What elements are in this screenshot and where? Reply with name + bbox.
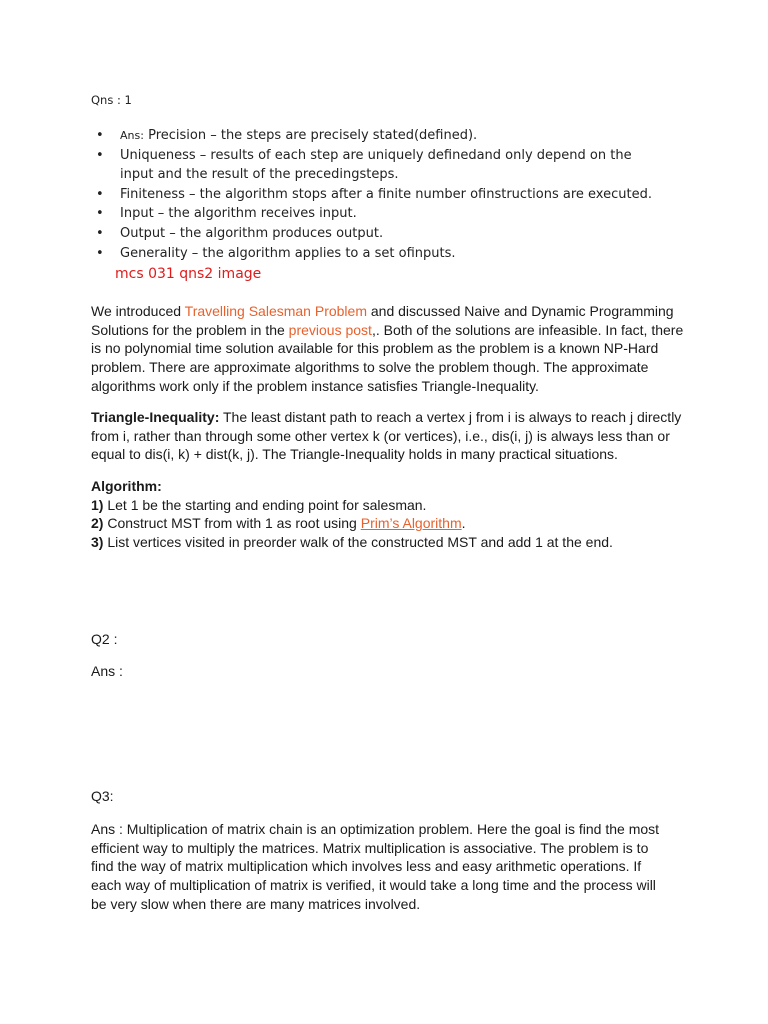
link-previous-post[interactable]: previous post: [288, 321, 372, 338]
list-item: [96, 244, 656, 264]
ans-prefix: Ans:: [120, 129, 144, 142]
triangle-inequality-text: The least distant path to reach a vertex j from i is always to reach j directly from i, rather than through some other vertex k (or vertices), i.e., dis(i, j) is always less than or equal to dis(i, k) + dist(k, j). The Triangle-Inequality holds in many practical situations.: [91, 409, 682, 463]
question-2-label: Q2 :: [91, 631, 118, 647]
step-2-text: Construct MST from with 1 as root using: [103, 515, 361, 532]
step-2-number: 2): [91, 515, 104, 532]
step-1-text: Let 1 be the starting and ending point for salesman.: [103, 496, 427, 513]
link-travelling-salesman[interactable]: Travelling Salesman Problem: [184, 303, 367, 319]
question-3-answer: Ans : Multiplication of matrix chain is an optimization problem. Here the goal is find the most efficient way to multiply the matrices. Matrix multiplication is associative. The problem is to find the way of matrix multiplication which involves less and easy arithmetic operations. If each way of multiplication of matrix is verified, it would take a long time and the process will be very slow when there are many matrices involved.: [91, 821, 660, 912]
algorithm-block: [91, 477, 691, 552]
list-item-text: Output – the algorithm produces output.: [120, 225, 384, 241]
list-item: [96, 146, 656, 185]
triangle-inequality-label: Triangle-Inequality:: [91, 409, 220, 425]
list-item-text: Input – the algorithm receives input.: [120, 206, 357, 222]
intro-text-2: and discussed Naive and Dynamic Programming Solutions for the problem in the: [91, 303, 674, 338]
link-prims-algorithm[interactable]: Prim’s Algorithm: [360, 515, 462, 532]
step-1-number: 1): [91, 496, 104, 513]
step-3-text: List vertices visited in preorder walk of the constructed MST and add 1 at the end.: [103, 534, 613, 551]
list-item-text: Generality – the algorithm applies to a set ofinputs.: [120, 245, 456, 261]
question-3-label: Q3:: [91, 788, 114, 804]
intro-text-1: We introduced: [91, 303, 185, 319]
list-item: [96, 185, 656, 205]
triangle-inequality-paragraph: [91, 408, 691, 464]
step-3-number: 3): [91, 534, 104, 551]
tsp-intro-paragraph: [91, 302, 691, 396]
algorithm-properties-list: [96, 126, 656, 263]
red-image-note: mcs 031 qns2 image: [115, 266, 262, 282]
question-2-answer: Ans :: [91, 663, 123, 679]
list-item: [96, 224, 656, 244]
list-item-text: Uniqueness – results of each step are uniquely definedand only depend on the input and the result of the precedingsteps.: [120, 147, 632, 183]
list-item-text: Finiteness – the algorithm stops after a finite number ofinstructions are executed.: [120, 186, 652, 202]
step-2-end: .: [461, 515, 466, 532]
question-1-label: Qns : 1: [91, 93, 132, 107]
intro-text-3: ,. Both of the solutions are infeasible. In fact, there is no polynomial time solution available for this problem as the problem is a known NP-Hard problem. There are approximate algorithms to solve the problem though. The approximate algorithms work only if the problem instance satisfies Triangle-Inequality.: [91, 321, 684, 394]
algorithm-label: Algorithm:: [91, 478, 162, 494]
list-item: [96, 126, 656, 146]
list-item: [96, 204, 656, 224]
list-item-text: Precision – the steps are precisely stated(defined).: [148, 128, 478, 143]
